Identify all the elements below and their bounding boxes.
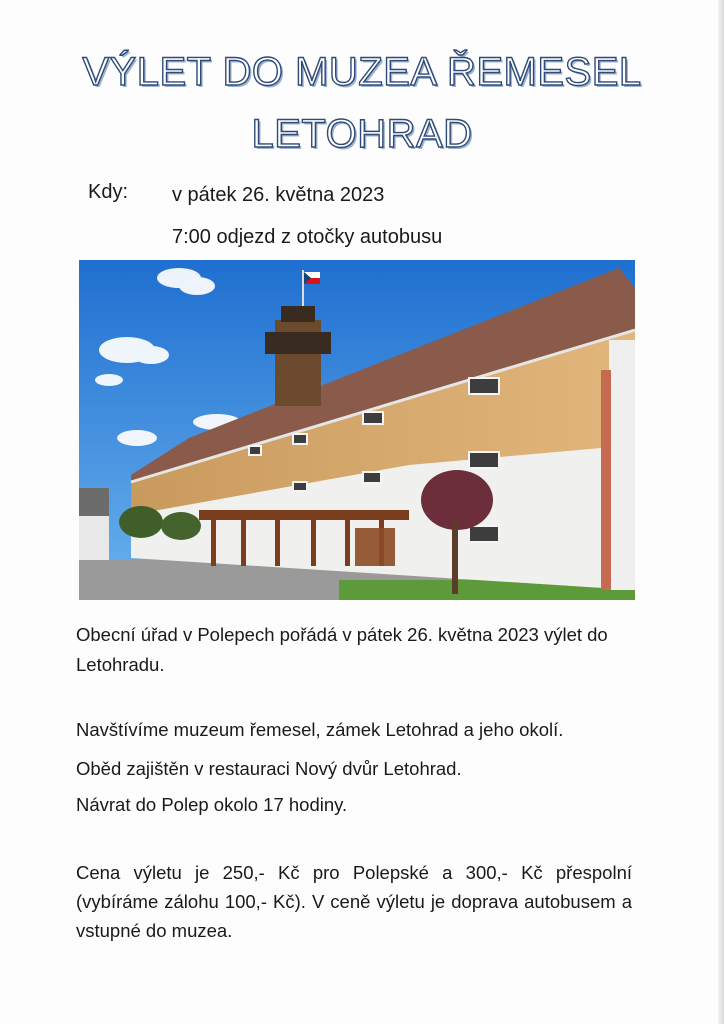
when-label: Kdy: (88, 181, 129, 203)
intro-paragraph: Obecní úřad v Polepech pořádá v pátek 26. května 2023 výlet do Letohradu. (76, 624, 608, 675)
event-date: v pátek 26. května 2023 (172, 184, 385, 206)
museum-photo (79, 260, 635, 600)
lunch-paragraph: Oběd zajištěn v restauraci Nový dvůr Letohrad. (76, 758, 462, 779)
departure-info: 7:00 odjezd z otočky autobusu (172, 226, 443, 248)
visit-paragraph: Navštívíme muzeum řemesel, zámek Letohrad a jeho okolí. (76, 719, 564, 740)
page-title-line2: LETOHRAD (251, 112, 473, 156)
return-paragraph: Návrat do Polep okolo 17 hodiny. (76, 794, 348, 815)
page-title: VÝLET DO MUZEA ŘEMESEL (82, 50, 642, 94)
price-paragraph: Cena výletu je 250,- Kč pro Polepské a 300,- Kč přespolní (vybíráme zálohu 100,- Kč). V ceně výletu je doprava autobusem a vstupné do muzea. (76, 862, 632, 941)
